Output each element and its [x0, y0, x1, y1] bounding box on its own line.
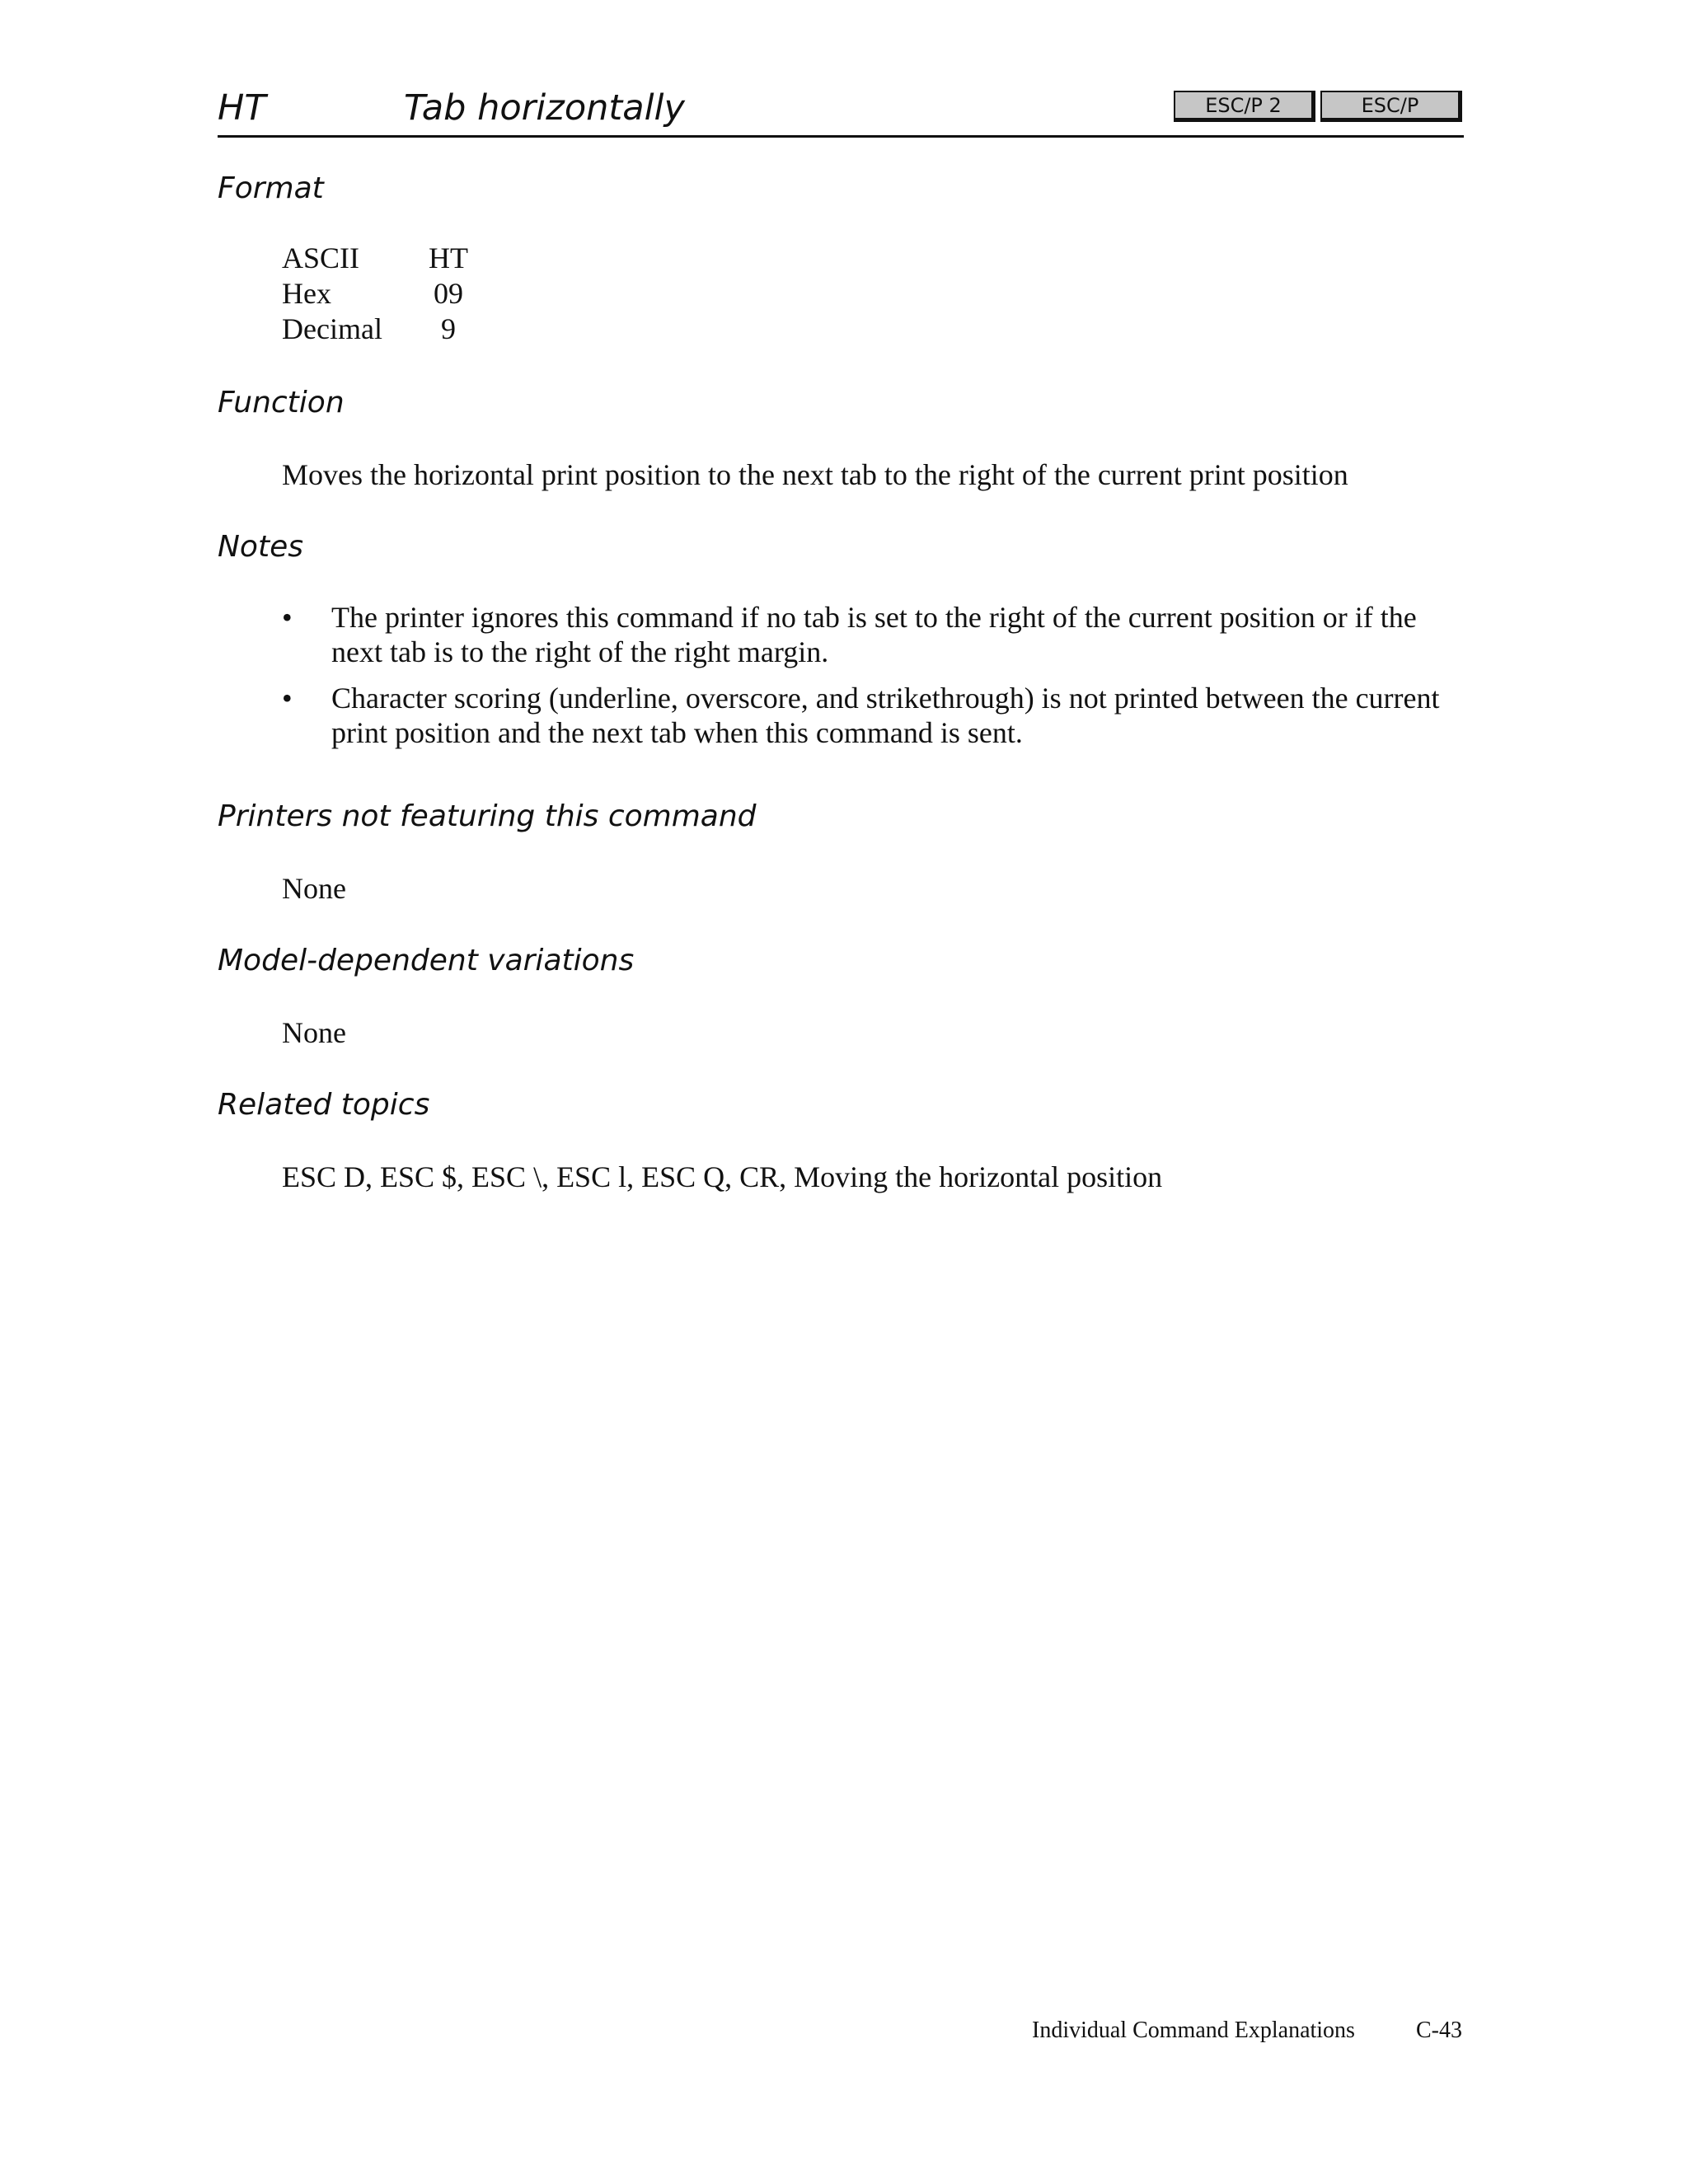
- printers-heading: Printers not featuring this command: [218, 799, 757, 833]
- command-code: HT: [218, 87, 266, 129]
- note-item: [282, 681, 1469, 750]
- note-text: The printer ignores this command if no tab is set to the right of the current position or if the next tab is to the right of the right margin.: [331, 601, 1417, 668]
- badge-escp: ESC/P: [1320, 91, 1462, 122]
- bullet-icon: •: [282, 682, 293, 715]
- protocol-badges: [1174, 91, 1462, 122]
- note-item: [282, 600, 1469, 669]
- page-number: C-43: [1416, 2018, 1462, 2043]
- note-text: Character scoring (underline, overscore, and strikethrough) is not printed between the current print position and the next tab when this command is sent.: [331, 682, 1440, 749]
- notes-list: [282, 600, 1469, 762]
- format-row: [282, 276, 473, 312]
- related-heading: Related topics: [218, 1088, 430, 1122]
- format-value: 9: [441, 312, 456, 345]
- variations-text: None: [282, 1016, 346, 1049]
- format-label: Hex: [282, 277, 331, 310]
- format-value: HT: [429, 241, 468, 274]
- page-header: [218, 82, 1464, 138]
- notes-heading: Notes: [218, 530, 303, 564]
- function-heading: Function: [218, 386, 345, 419]
- badge-escp2: ESC/P 2: [1174, 91, 1315, 122]
- related-text: ESC D, ESC $, ESC \, ESC l, ESC Q, CR, Moving the horizontal position: [282, 1160, 1163, 1193]
- format-table: [282, 241, 473, 347]
- format-label: Decimal: [282, 312, 382, 345]
- bullet-icon: •: [282, 601, 293, 634]
- command-title: Tab horizontally: [404, 87, 685, 129]
- printers-text: None: [282, 872, 346, 905]
- variations-heading: Model-dependent variations: [218, 944, 635, 977]
- format-heading: Format: [218, 171, 324, 205]
- format-value: 09: [434, 277, 463, 310]
- format-label: ASCII: [282, 241, 360, 274]
- format-row: [282, 312, 473, 347]
- footer-section: Individual Command Explanations: [1032, 2018, 1355, 2043]
- function-text: Moves the horizontal print position to the next tab to the right of the current print position: [282, 458, 1348, 491]
- format-row: [282, 241, 473, 276]
